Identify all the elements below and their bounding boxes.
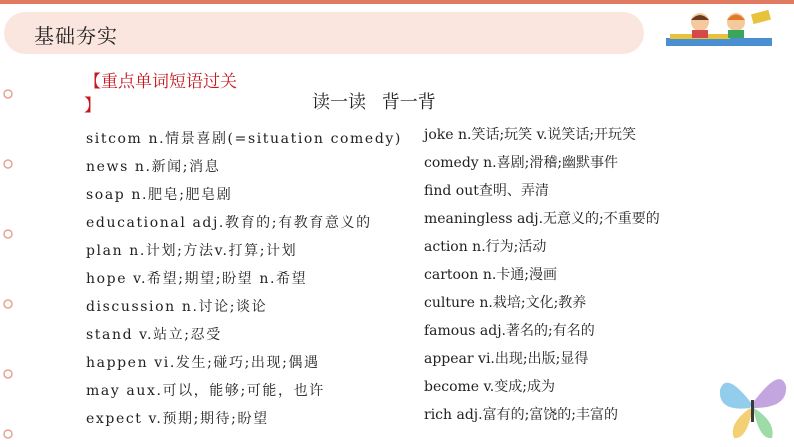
- vocab-list-right: [424, 124, 714, 432]
- section-heading-line1: 【重点单词短语过关: [84, 72, 237, 92]
- dot-rail-decoration: [0, 64, 16, 444]
- vocab-entry: rich adj.富有的;富饶的;丰富的: [424, 407, 619, 423]
- vocab-entry: cartoon n.卡通;漫画: [424, 267, 558, 283]
- butterfly-illustration: [716, 360, 790, 444]
- vocab-entry: culture n.栽培;文化;教养: [424, 295, 587, 311]
- vocab-entry: expect v.预期;期待;盼望: [86, 411, 269, 427]
- vocab-entry: news n.新闻;消息: [86, 159, 221, 175]
- vocab-entry: discussion n.讨论;谈论: [86, 299, 268, 315]
- vocab-entry: plan n.计划;方法v.打算;计划: [86, 243, 298, 259]
- vocab-entry: educational adj.教育的;有教育意义的: [86, 215, 372, 231]
- vocab-entry: happen vi.发生;碰巧;出现;偶遇: [86, 355, 320, 371]
- kids-reading-illustration: [664, 8, 774, 50]
- vocab-entry: stand v.站立;忍受: [86, 327, 222, 343]
- vocab-entry: may aux.可以，能够;可能，也许: [86, 383, 325, 399]
- vocab-list-left: [86, 130, 416, 438]
- vocab-entry: famous adj.著名的;有名的: [424, 323, 595, 339]
- vocab-entry: meaningless adj.无意义的;不重要的: [424, 211, 660, 227]
- vocab-entry: sitcom n.情景喜剧(=situation comedy): [86, 131, 402, 147]
- vocab-entry: action n.行为;活动: [424, 239, 547, 255]
- vocab-entry: find out查明、弄清: [424, 183, 549, 199]
- vocab-entry: appear vi.出现;出版;显得: [424, 351, 589, 367]
- vocab-entry: comedy n.喜剧;滑稽;幽默事件: [424, 155, 619, 171]
- section-heading-line2: 】: [84, 96, 101, 116]
- page-title: 基础夯实: [34, 24, 118, 48]
- top-border: [0, 0, 794, 4]
- vocab-entry: hope v.希望;期望;盼望 n.希望: [86, 271, 308, 287]
- vocab-entry: joke n.笑话;玩笑 v.说笑话;开玩笑: [424, 127, 637, 143]
- vocab-entry: soap n.肥皂;肥皂剧: [86, 187, 233, 203]
- vocab-entry: become v.变成;成为: [424, 379, 555, 395]
- section-heading: [84, 70, 237, 118]
- read-title: 读一读 背一背: [312, 92, 436, 113]
